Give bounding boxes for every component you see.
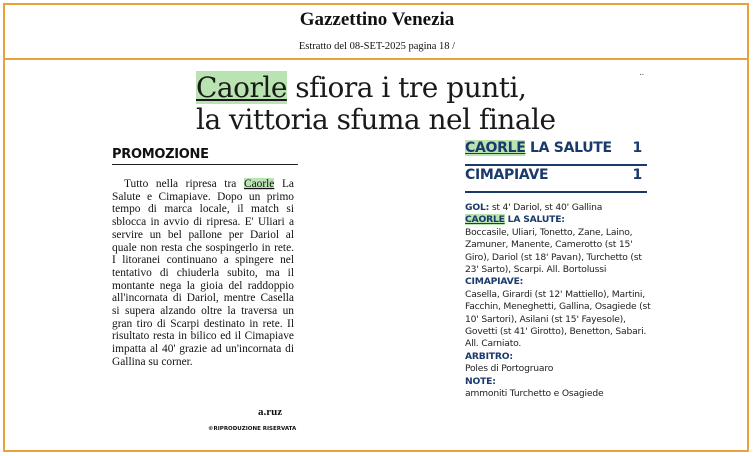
corner-mark: .. — [639, 67, 644, 77]
masthead — [5, 5, 749, 60]
home-lineup-highlight: CAORLE — [465, 214, 505, 226]
goals-label: GOL: — [465, 202, 490, 213]
home-team-row — [465, 140, 647, 166]
article-body — [112, 178, 294, 369]
away-lineup: Casella, Girardi (st 12' Mattiello), Martini, Facchin, Meneghetti, Gallina, Osagiede (st 10' Sartori), Asilani (st 15' Fayesole), Govetti (st 41' Girotto), Benetton, Sabari. All. Carniato. — [465, 288, 651, 350]
goals-line — [465, 202, 653, 214]
referee-label: ARBITRO: — [465, 350, 513, 362]
copyright-notice: ©RIPRODUZIONE RISERVATA — [208, 426, 297, 432]
home-team-rest: LA SALUTE — [525, 140, 612, 156]
home-team-highlight: CAORLE — [465, 140, 526, 156]
headline — [196, 72, 596, 136]
home-lineup-label-rest: LA SALUTE: — [504, 214, 565, 226]
away-score: 1 — [632, 167, 642, 183]
article-post: La Salute e Cimapiave. Dopo un primo tempo di marca locale, il match si sblocca in avvio di ripresa. E' Uliari a servire un bel pallone per Dariol al quale non resta che sospingerlo in rete. I litoranei continuano a spingere nel tentativo di chiuderla subito, ma il montante nega la gioia del raddoppio all'incornata di Dariol, mentre Casella si supera alzando oltre la traversa un gran tiro di Scarpi destinato in rete. Il risultato resta in bilico ed il Cimapiave impatta al 40' grazie ad un'incornata di Gallina su corner. — [112, 178, 294, 368]
home-score: 1 — [632, 140, 642, 156]
home-team-name — [465, 140, 612, 156]
note-label: NOTE: — [465, 375, 496, 387]
match-details — [465, 202, 653, 401]
away-lineup-label: CIMAPIAVE: — [465, 276, 524, 288]
article-pre: Tutto nella ripresa tra — [124, 178, 244, 190]
note: ammoniti Turchetto e Osagiede — [465, 388, 604, 400]
home-lineup-label — [465, 214, 653, 226]
home-lineup: Boccasile, Uliari, Tonetto, Zane, Laino, Zamuner, Manente, Camerotto (st 15' Giro), Dariol (st 18' Pavan), Turchetto (st 23' Sarto), Scarpi. All. Bortolussi — [465, 226, 642, 276]
byline: a.ruz — [258, 406, 283, 418]
article-highlight: Caorle — [243, 178, 275, 190]
headline-line2: la vittoria sfuma nel finale — [196, 103, 556, 136]
goals-text: st 4' Dariol, st 40' Gallina — [489, 202, 603, 213]
away-team-row — [465, 167, 647, 193]
headline-highlight: Caorle — [196, 71, 287, 104]
referee: Poles di Portogruaro — [465, 363, 554, 375]
headline-line1: sfiora i tre punti, — [286, 71, 527, 104]
away-team-name: CIMAPIAVE — [465, 167, 549, 183]
section-label: PROMOZIONE — [112, 147, 298, 165]
extract-info: Estratto del 08-SET-2025 pagina 18 / — [298, 41, 456, 52]
newspaper-title: Gazzettino Venezia — [299, 9, 455, 30]
